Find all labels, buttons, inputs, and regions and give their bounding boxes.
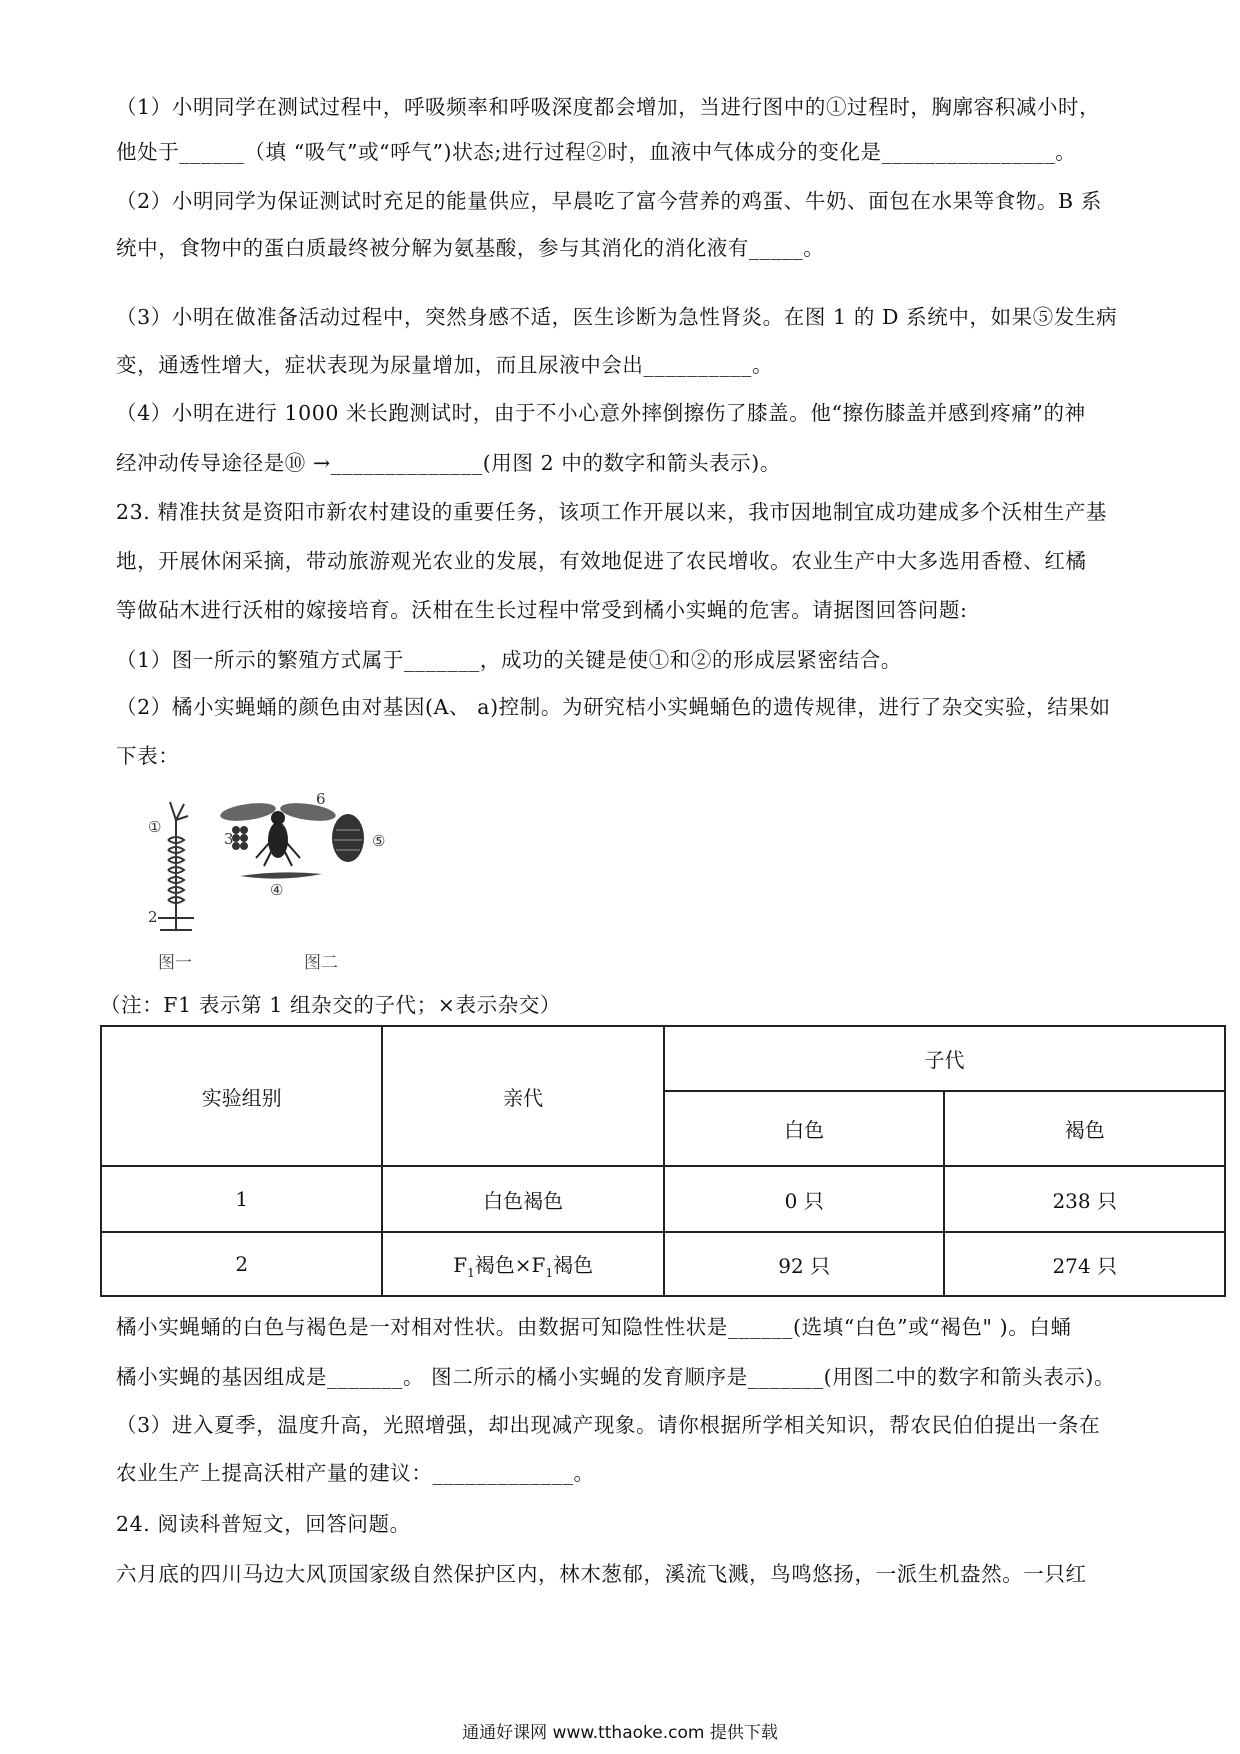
text-line: （2）小明同学为保证测试时充足的能量供应，早晨吃了富今营养的鸡蛋、牛奶、面包在水果等食物。B 系 [116,189,1102,213]
text-line: 橘小实蝇蛹的白色与褐色是一对相对性状。由数据可知隐性性状是______(选填“白色”或“褐色" )。白蛹 [116,1315,1072,1339]
question-23-line: 23. 精准扶贫是资阳市新农村建设的重要任务，该项工作开展以来，我市因地制宜成功建成多个沃柑生产基 [116,500,1108,524]
table-row [101,1232,1225,1296]
label-6: 6 [316,790,326,808]
table-note: （注：F1 表示第 1 组杂交的子代；×表示杂交） [100,993,562,1017]
text-line: （1）图一所示的繁殖方式属于_______，成功的关键是使①和②的形成层紧密结合。 [116,648,902,672]
label-3: 3 [224,830,234,848]
header-parent: 亲代 [382,1026,664,1166]
cell-parent: 白色褐色 [382,1166,664,1232]
header-white: 白色 [664,1091,944,1166]
header-brown: 褐色 [944,1091,1225,1166]
header-group: 实验组别 [101,1026,382,1166]
figure-grafting-and-fly-lifecycle [148,790,408,975]
cell-white: 92 只 [664,1232,944,1296]
figure-1-caption: 图一 [158,953,192,973]
text-line: 经冲动传导途径是⑩ →______________(用图 2 中的数字和箭头表示)。 [116,451,781,475]
figure-2-caption: 图二 [304,953,338,973]
cell-brown: 238 只 [944,1166,1225,1232]
text-line: 六月底的四川马边大风顶国家级自然保护区内，林木葱郁，溪流飞溅，鸟鸣悠扬，一派生机盎然。一只红 [116,1562,1087,1586]
cell-white: 0 只 [664,1166,944,1232]
cell-parent: $F_1$褐色$\times F_1$褐色 [382,1232,664,1296]
fly-larva-illustration [240,872,322,878]
text-line: （2）橘小实蝇蛹的颜色由对基因(A、 a)控制。为研究桔小实蝇蛹色的遗传规律，进行了杂交实验，结果如 [116,695,1111,719]
text-line: 他处于______（填 “吸气”或“呼气”)状态;进行过程②时，血液中气体成分的变化是________________。 [116,140,1077,164]
text-line: （1）小明同学在测试过程中，呼吸频率和呼吸深度都会增加，当进行图中的①过程时，胸廓容积减小时， [116,95,1101,119]
text-line: 地，开展休闲采摘，带动旅游观光农业的发展，有效地促进了农民增收。农业生产中大多选用香橙、红橘 [116,549,1087,573]
table-row [101,1166,1225,1232]
text-line: 等做砧木进行沃柑的嫁接培育。沃柑在生长过程中常受到橘小实蝇的危害。请据图回答问题: [116,598,968,622]
text-line: 橘小实蝇的基因组成是_______。 图二所示的橘小实蝇的发育顺序是_______(用图二中的数字和箭头表示)。 [116,1365,1116,1389]
label-5: ⑤ [372,832,386,850]
question-24-line: 24. 阅读科普短文，回答问题。 [116,1512,411,1536]
text-line: 农业生产上提高沃柑产量的建议：_____________。 [116,1461,595,1485]
cell-group: 2 [101,1232,382,1296]
cell-brown: 274 只 [944,1232,1225,1296]
text-line: 统中，食物中的蛋白质最终被分解为氨基酸，参与其消化的消化液有_____。 [116,236,825,260]
text-line: （4）小明在进行 1000 米长跑测试时，由于不小心意外摔倒擦伤了膝盖。他“擦伤膝盖并感到疼痛”的神 [116,401,1086,425]
cross-experiment-table [100,1025,1226,1297]
fly-pupa-illustration [332,814,364,862]
text-line: （3）小明在做准备活动过程中，突然身感不适，医生诊断为急性肾炎。在图 1 的 D 系统中，如果⑤发生病 [116,305,1118,329]
text-line: （3）进入夏季，温度升高，光照增强，却出现减产现象。请你根据所学相关知识，帮农民伯伯提出一条在 [116,1413,1101,1437]
text-line: 下表： [116,744,180,768]
grafting-illustration [158,802,194,930]
fly-eggs-illustration [232,826,248,850]
page-footer: 通通好课网 www.tthaoke.com 提供下载 [462,1723,778,1743]
cell-group: 1 [101,1166,382,1232]
label-1: ① [148,818,162,836]
header-offspring: 子代 [664,1026,1225,1091]
label-4: ④ [270,881,284,899]
label-2: 2 [148,908,158,926]
text-line: 变，通透性增大，症状表现为尿量增加，而且尿液中会出__________。 [116,353,774,377]
